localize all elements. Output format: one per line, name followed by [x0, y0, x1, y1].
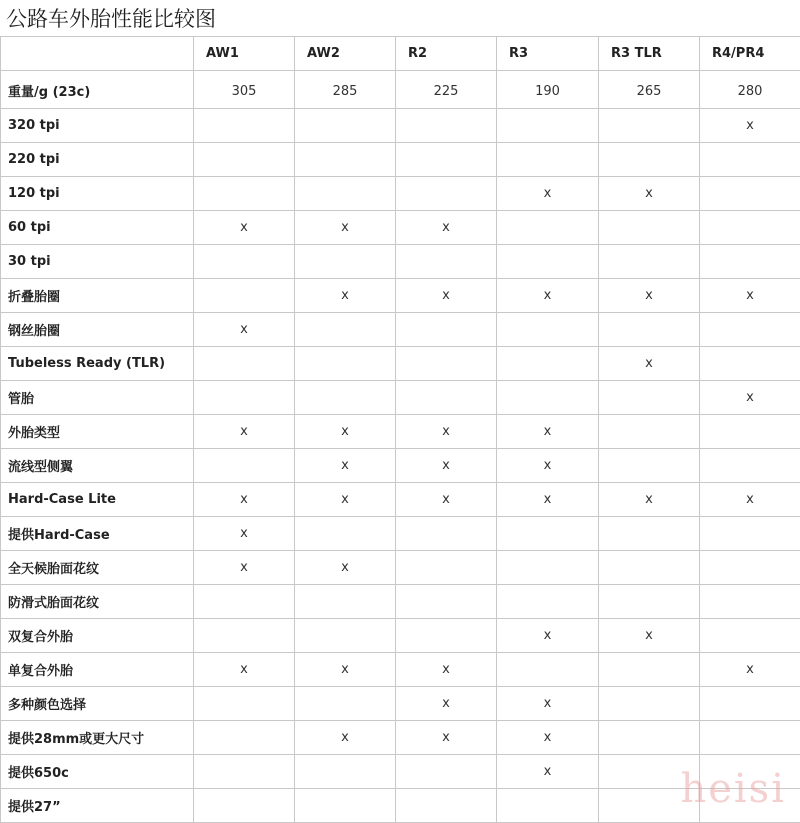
feature-cell [295, 245, 396, 279]
feature-row [1, 313, 800, 347]
feature-cell [396, 585, 497, 619]
feature-cell [295, 109, 396, 143]
feature-cell [194, 449, 295, 483]
feature-cell [396, 143, 497, 177]
check-mark: x [341, 288, 349, 303]
feature-cell [700, 551, 800, 585]
feature-cell [497, 279, 599, 313]
feature-cell [194, 245, 295, 279]
feature-cell [599, 381, 700, 415]
feature-cell [497, 211, 599, 245]
check-mark: x [442, 492, 450, 507]
feature-cell [396, 449, 497, 483]
feature-cell [295, 517, 396, 551]
feature-cell [599, 279, 700, 313]
feature-cell [700, 789, 800, 823]
feature-cell [396, 313, 497, 347]
check-mark: x [544, 458, 552, 473]
weight-row [1, 71, 800, 109]
feature-row [1, 755, 800, 789]
feature-cell [295, 143, 396, 177]
feature-cell [599, 653, 700, 687]
feature-cell [497, 177, 599, 211]
feature-cell [599, 177, 700, 211]
feature-row [1, 619, 800, 653]
feature-cell [295, 755, 396, 789]
feature-cell [396, 245, 497, 279]
feature-cell [497, 313, 599, 347]
feature-cell [599, 721, 700, 755]
row-label: 管胎 [1, 381, 194, 415]
feature-cell [295, 177, 396, 211]
row-label: 220 tpi [1, 143, 194, 177]
feature-cell [295, 381, 396, 415]
feature-cell [194, 109, 295, 143]
row-label: 全天候胎面花纹 [1, 551, 194, 585]
feature-cell [599, 143, 700, 177]
feature-row [1, 211, 800, 245]
row-label: 60 tpi [1, 211, 194, 245]
column-header: AW2 [295, 37, 396, 71]
weight-cell: 280 [700, 71, 800, 109]
check-mark: x [240, 560, 248, 575]
feature-cell [700, 517, 800, 551]
row-label: Tubeless Ready (TLR) [1, 347, 194, 381]
feature-cell [295, 619, 396, 653]
weight-cell: 265 [599, 71, 700, 109]
check-mark: x [442, 220, 450, 235]
row-label: 重量/g (23c) [1, 71, 194, 109]
feature-cell [599, 789, 700, 823]
feature-cell [700, 313, 800, 347]
feature-cell [599, 517, 700, 551]
weight-cell: 190 [497, 71, 599, 109]
feature-cell [396, 177, 497, 211]
feature-cell [194, 755, 295, 789]
feature-cell [700, 483, 800, 517]
check-mark: x [341, 492, 349, 507]
check-mark: x [544, 730, 552, 745]
row-label: 外胎类型 [1, 415, 194, 449]
check-mark: x [544, 492, 552, 507]
feature-cell [295, 211, 396, 245]
feature-cell [700, 347, 800, 381]
check-mark: x [645, 628, 653, 643]
feature-cell [497, 687, 599, 721]
feature-cell [497, 653, 599, 687]
feature-row [1, 347, 800, 381]
feature-row [1, 721, 800, 755]
feature-cell [194, 279, 295, 313]
page-title: 公路车外胎性能比较图 [6, 4, 216, 34]
feature-cell [700, 143, 800, 177]
feature-cell [396, 653, 497, 687]
feature-row [1, 449, 800, 483]
feature-cell [497, 143, 599, 177]
feature-cell [599, 109, 700, 143]
feature-cell [700, 755, 800, 789]
feature-row [1, 653, 800, 687]
feature-cell [396, 483, 497, 517]
column-header: R3 TLR [599, 37, 700, 71]
feature-cell [396, 211, 497, 245]
feature-cell [497, 449, 599, 483]
feature-cell [396, 721, 497, 755]
weight-cell: 225 [396, 71, 497, 109]
feature-row [1, 177, 800, 211]
feature-cell [194, 789, 295, 823]
feature-cell [599, 313, 700, 347]
tire-comparison-table [0, 36, 800, 823]
feature-cell [599, 211, 700, 245]
feature-cell [295, 789, 396, 823]
row-label: 多种颜色选择 [1, 687, 194, 721]
feature-cell [295, 585, 396, 619]
check-mark: x [442, 662, 450, 677]
check-mark: x [442, 424, 450, 439]
feature-cell [194, 653, 295, 687]
feature-cell [700, 687, 800, 721]
feature-cell [700, 653, 800, 687]
feature-cell [295, 415, 396, 449]
check-mark: x [341, 662, 349, 677]
check-mark: x [442, 458, 450, 473]
check-mark: x [544, 288, 552, 303]
feature-cell [599, 449, 700, 483]
check-mark: x [341, 730, 349, 745]
check-mark: x [645, 186, 653, 201]
feature-cell [497, 109, 599, 143]
feature-cell [497, 517, 599, 551]
feature-cell [396, 619, 497, 653]
feature-row [1, 551, 800, 585]
feature-cell [497, 415, 599, 449]
feature-row [1, 585, 800, 619]
feature-cell [194, 211, 295, 245]
header-corner-cell [1, 37, 194, 71]
feature-row [1, 789, 800, 823]
row-label: 30 tpi [1, 245, 194, 279]
row-label: 双复合外胎 [1, 619, 194, 653]
feature-cell [194, 415, 295, 449]
feature-cell [396, 381, 497, 415]
row-label: 提供Hard-Case [1, 517, 194, 551]
check-mark: x [341, 458, 349, 473]
feature-cell [194, 687, 295, 721]
feature-cell [194, 313, 295, 347]
check-mark: x [746, 662, 754, 677]
check-mark: x [544, 628, 552, 643]
feature-cell [497, 551, 599, 585]
check-mark: x [442, 730, 450, 745]
feature-cell [497, 755, 599, 789]
feature-cell [599, 483, 700, 517]
feature-cell [700, 585, 800, 619]
feature-cell [194, 551, 295, 585]
feature-cell [396, 789, 497, 823]
row-label: 120 tpi [1, 177, 194, 211]
row-label: 提供28mm或更大尺寸 [1, 721, 194, 755]
row-label: 防滑式胎面花纹 [1, 585, 194, 619]
feature-cell [194, 381, 295, 415]
feature-cell [497, 381, 599, 415]
check-mark: x [442, 288, 450, 303]
feature-cell [396, 415, 497, 449]
check-mark: x [240, 322, 248, 337]
column-header: R2 [396, 37, 497, 71]
feature-cell [497, 721, 599, 755]
check-mark: x [544, 186, 552, 201]
feature-cell [194, 721, 295, 755]
feature-cell [295, 687, 396, 721]
feature-cell [295, 347, 396, 381]
feature-row [1, 279, 800, 313]
weight-cell: 305 [194, 71, 295, 109]
feature-row [1, 381, 800, 415]
check-mark: x [240, 526, 248, 541]
feature-cell [599, 755, 700, 789]
check-mark: x [240, 220, 248, 235]
feature-cell [700, 211, 800, 245]
feature-cell [396, 551, 497, 585]
feature-cell [295, 483, 396, 517]
check-mark: x [442, 696, 450, 711]
feature-row [1, 143, 800, 177]
feature-cell [599, 245, 700, 279]
feature-cell [194, 483, 295, 517]
feature-cell [194, 517, 295, 551]
feature-cell [396, 517, 497, 551]
column-header: R4/PR4 [700, 37, 800, 71]
check-mark: x [746, 288, 754, 303]
column-header: R3 [497, 37, 599, 71]
row-label: 流线型侧翼 [1, 449, 194, 483]
feature-cell [700, 279, 800, 313]
feature-row [1, 109, 800, 143]
feature-row [1, 483, 800, 517]
feature-cell [194, 143, 295, 177]
row-label: 单复合外胎 [1, 653, 194, 687]
feature-cell [497, 245, 599, 279]
row-label: 320 tpi [1, 109, 194, 143]
feature-cell [497, 585, 599, 619]
feature-cell [295, 279, 396, 313]
feature-cell [700, 109, 800, 143]
feature-cell [295, 449, 396, 483]
feature-cell [599, 687, 700, 721]
feature-cell [295, 721, 396, 755]
feature-row [1, 415, 800, 449]
feature-cell [295, 551, 396, 585]
check-mark: x [746, 492, 754, 507]
feature-cell [295, 653, 396, 687]
feature-cell [599, 585, 700, 619]
feature-row [1, 517, 800, 551]
weight-cell: 285 [295, 71, 396, 109]
check-mark: x [240, 424, 248, 439]
check-mark: x [240, 662, 248, 677]
feature-cell [194, 347, 295, 381]
feature-cell [700, 415, 800, 449]
feature-cell [497, 347, 599, 381]
feature-cell [194, 619, 295, 653]
feature-cell [396, 347, 497, 381]
feature-cell [700, 245, 800, 279]
row-label: 提供27” [1, 789, 194, 823]
feature-cell [194, 585, 295, 619]
feature-row [1, 687, 800, 721]
feature-row [1, 245, 800, 279]
check-mark: x [341, 424, 349, 439]
feature-cell [700, 619, 800, 653]
feature-cell [396, 109, 497, 143]
check-mark: x [645, 492, 653, 507]
feature-cell [497, 619, 599, 653]
check-mark: x [544, 696, 552, 711]
feature-cell [599, 551, 700, 585]
feature-cell [599, 347, 700, 381]
feature-cell [295, 313, 396, 347]
row-label: 折叠胎圈 [1, 279, 194, 313]
feature-cell [700, 721, 800, 755]
watermark: heisi [680, 766, 786, 812]
feature-cell [396, 687, 497, 721]
feature-cell [700, 177, 800, 211]
column-header: AW1 [194, 37, 295, 71]
check-mark: x [746, 118, 754, 133]
check-mark: x [645, 288, 653, 303]
row-label: 提供650c [1, 755, 194, 789]
feature-cell [497, 789, 599, 823]
feature-cell [396, 279, 497, 313]
row-label: 钢丝胎圈 [1, 313, 194, 347]
feature-cell [700, 381, 800, 415]
feature-cell [497, 483, 599, 517]
check-mark: x [645, 356, 653, 371]
header-row [1, 37, 800, 71]
check-mark: x [544, 424, 552, 439]
feature-cell [599, 619, 700, 653]
feature-cell [194, 177, 295, 211]
feature-cell [396, 755, 497, 789]
row-label: Hard-Case Lite [1, 483, 194, 517]
feature-cell [700, 449, 800, 483]
check-mark: x [341, 560, 349, 575]
feature-cell [599, 415, 700, 449]
check-mark: x [240, 492, 248, 507]
check-mark: x [746, 390, 754, 405]
check-mark: x [341, 220, 349, 235]
check-mark: x [544, 764, 552, 779]
